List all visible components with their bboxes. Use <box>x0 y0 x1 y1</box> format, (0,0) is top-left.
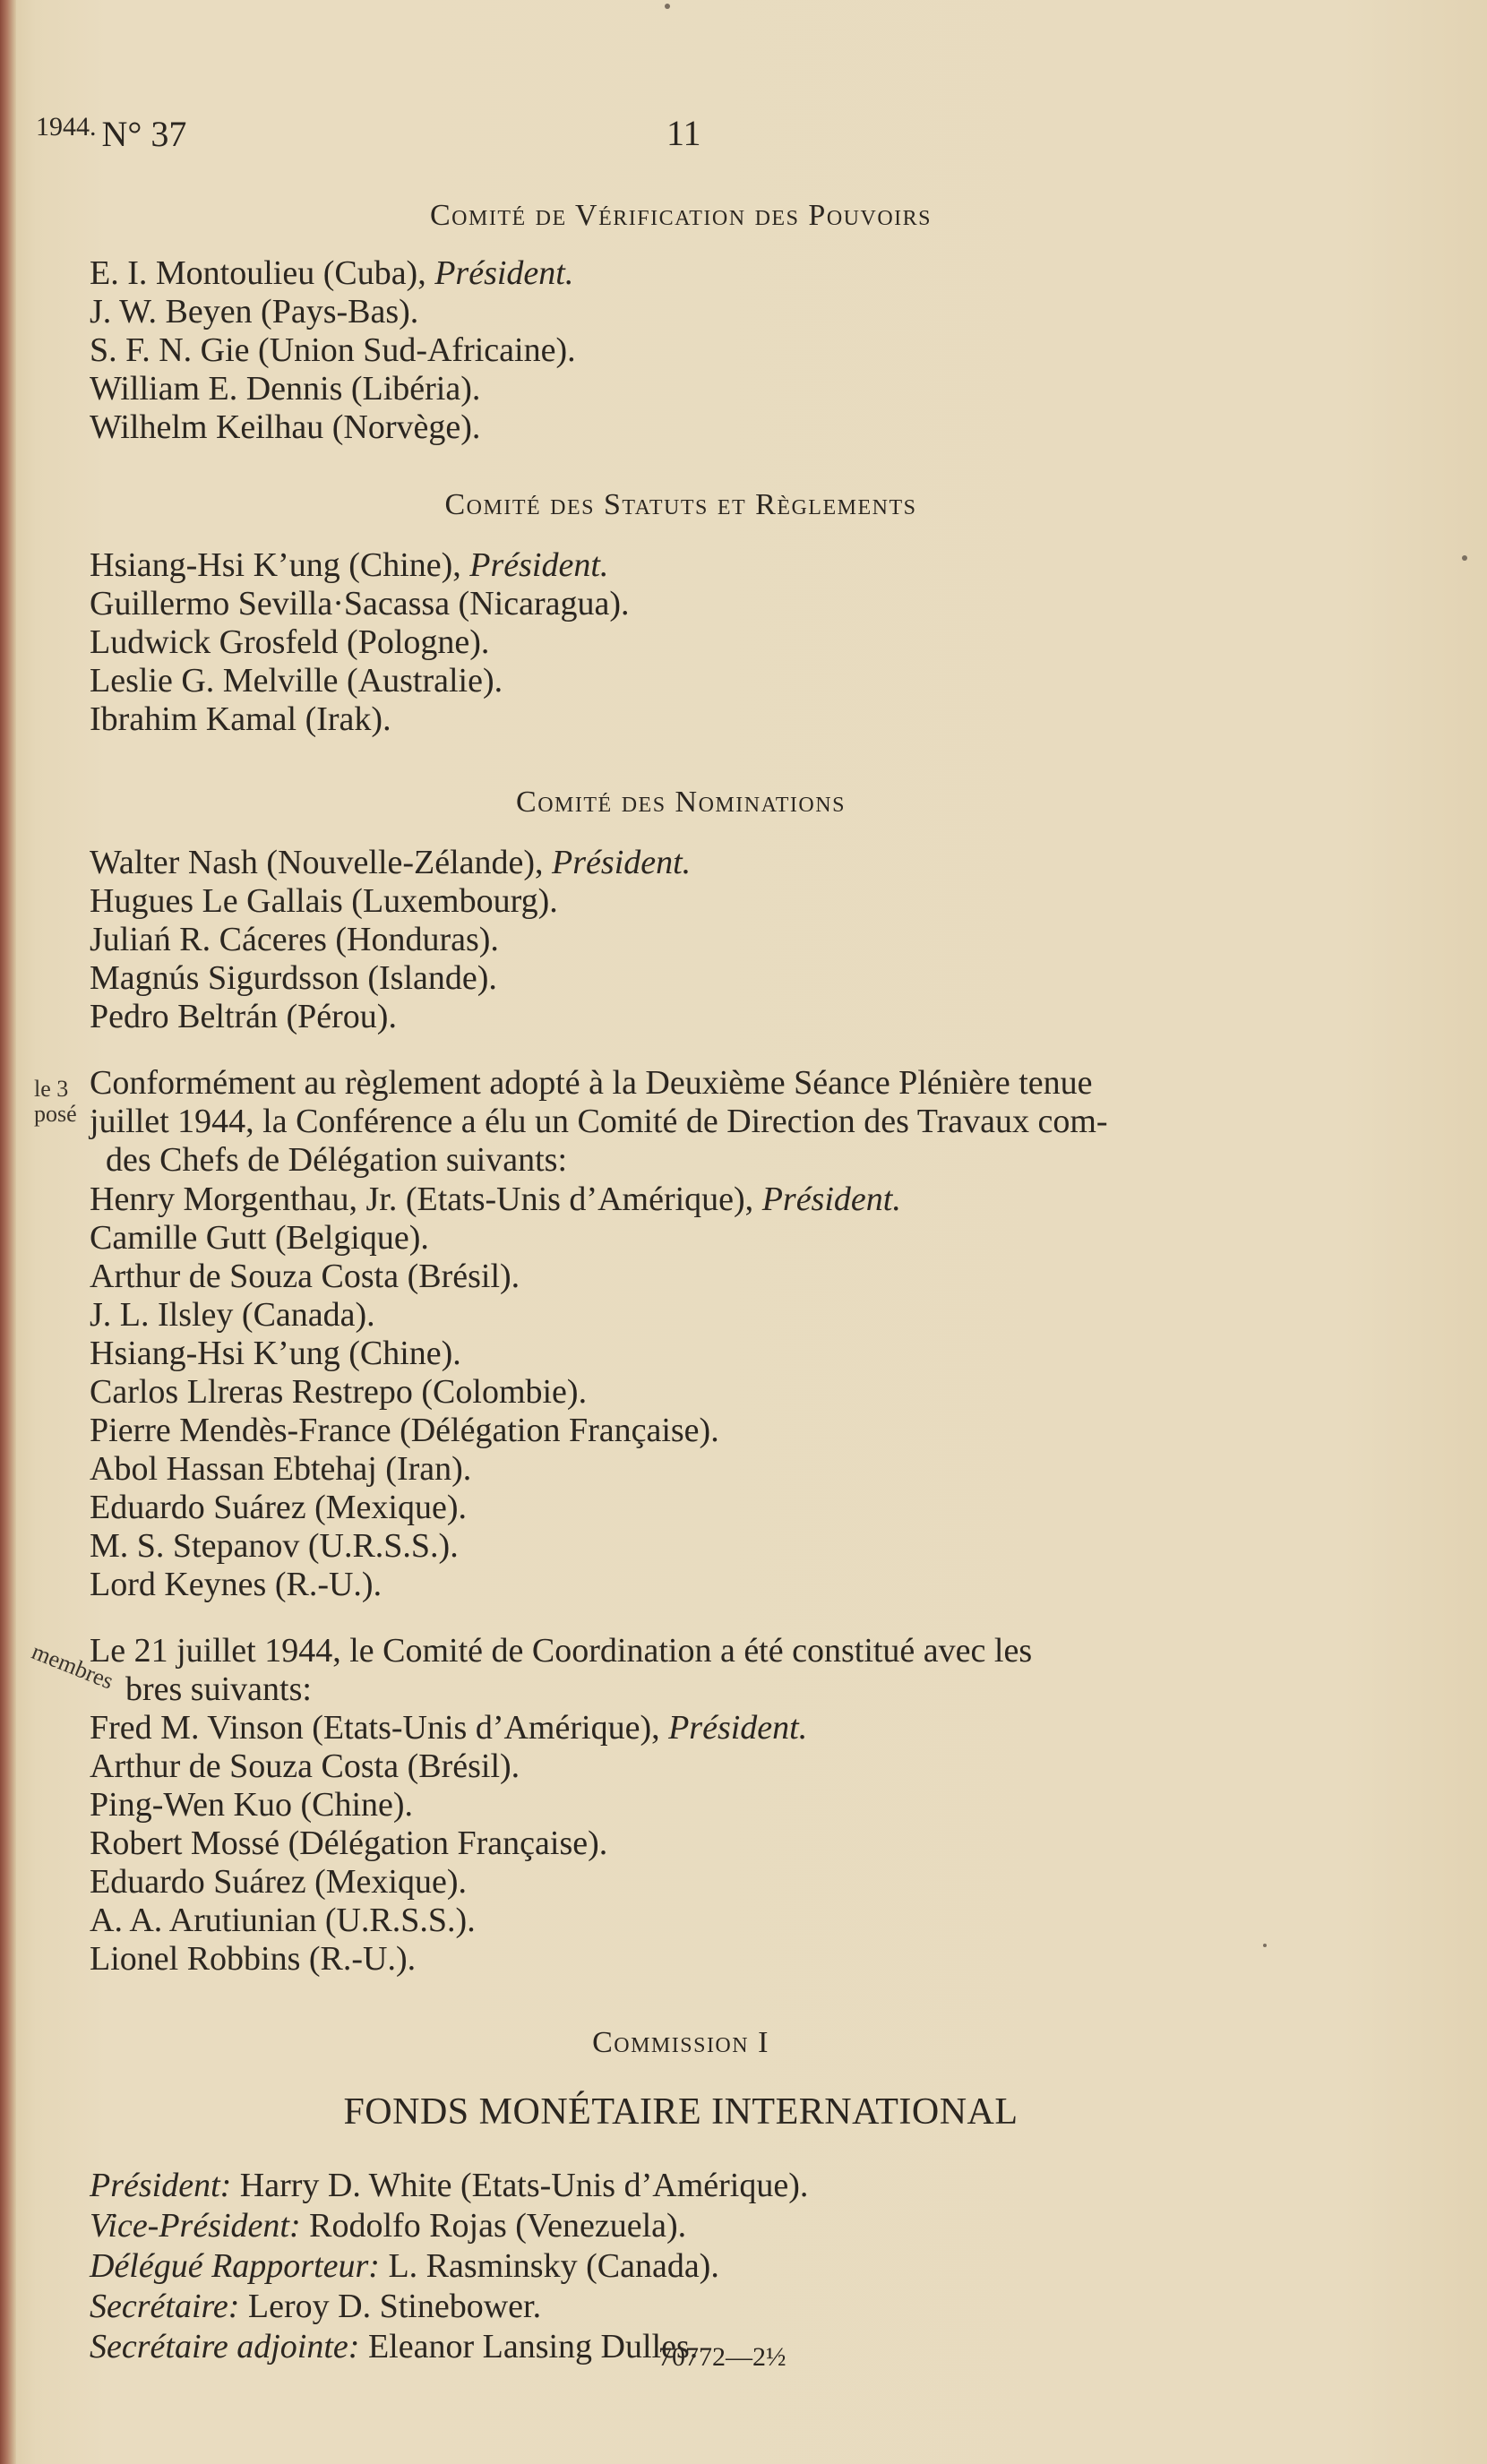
officer-role: Secrétaire: <box>90 2288 240 2325</box>
member-name: Hsiang-Hsi K’ung (Chine), <box>90 546 470 584</box>
member-name: Fred M. Vinson (Etats-Unis d’Amérique), <box>90 1709 669 1747</box>
member-name: Ibrahim Kamal (Irak). <box>90 700 391 738</box>
member-role: Président. <box>668 1709 808 1747</box>
officer-name: Rodolfo Rojas (Venezuela). <box>300 2207 687 2245</box>
officer-line <box>90 2206 808 2246</box>
member-name: Eduardo Suárez (Mexique). <box>90 1489 468 1526</box>
member-line <box>90 1863 807 1902</box>
member-line <box>90 1747 807 1786</box>
member-name: Pedro Beltrán (Pérou). <box>90 998 397 1035</box>
member-line <box>90 1296 901 1335</box>
member-line <box>90 1180 901 1219</box>
officer-role: Délégué Rapporteur: <box>90 2247 380 2285</box>
paragraph-line: Le 21 juillet 1944, le Comité de Coordination a été constitué avec les <box>90 1632 1033 1670</box>
issue-reference <box>36 112 186 155</box>
statutes-members <box>90 546 630 739</box>
member-name: Pierre Mendès-France (Délégation Française). <box>90 1412 719 1449</box>
member-role: Président. <box>761 1180 901 1218</box>
member-name: Hugues Le Gallais (Luxembourg). <box>90 882 558 920</box>
member-name: Lord Keynes (R.-U.). <box>90 1566 382 1603</box>
member-line <box>90 1902 807 1940</box>
nominations-members <box>90 844 691 1036</box>
commission-subtitle: FONDS MONÉTAIRE INTERNATIONAL <box>343 2091 1019 2133</box>
member-line <box>90 370 576 408</box>
ink-speck <box>665 4 670 9</box>
member-name: Ludwick Grosfeld (Pologne). <box>90 623 490 661</box>
member-line <box>90 662 630 700</box>
officer-role: Président: <box>90 2167 232 2204</box>
member-line <box>90 998 691 1036</box>
page-number: 11 <box>666 113 701 153</box>
statutes-heading: Comité des Statuts et Règlements <box>444 488 917 521</box>
member-line <box>90 844 691 882</box>
member-name: Henry Morgenthau, Jr. (Etats-Unis d’Amérique), <box>90 1180 762 1218</box>
member-line <box>90 1219 901 1258</box>
officer-line <box>90 2246 808 2287</box>
paragraph-line: juillet 1944, la Conférence a élu un Comité de Direction des Travaux com- <box>90 1103 1108 1140</box>
print-code: 70772—2½ <box>658 2342 786 2372</box>
coordination-paragraph <box>90 1632 1362 1709</box>
member-name: Hsiang-Hsi K’ung (Chine). <box>90 1335 461 1372</box>
member-line <box>90 1709 807 1747</box>
member-role: Président. <box>434 254 574 292</box>
member-line <box>90 546 630 585</box>
member-line <box>90 408 576 447</box>
coordination-margin-note: membres <box>28 1638 117 1695</box>
officer-name: L. Rasminsky (Canada). <box>379 2247 719 2285</box>
direction-members <box>90 1180 901 1604</box>
member-line <box>90 1335 901 1373</box>
member-name: M. S. Stepanov (U.R.S.S.). <box>90 1527 459 1565</box>
member-name: Abol Hassan Ebtehaj (Iran). <box>90 1450 472 1488</box>
member-line <box>90 1373 901 1412</box>
commission-heading: Commission I <box>592 2026 769 2059</box>
member-name: Wilhelm Keilhau (Norvège). <box>90 408 481 446</box>
member-line <box>90 1786 807 1824</box>
member-line <box>90 921 691 959</box>
ink-speck <box>1462 555 1467 561</box>
member-line <box>90 585 630 623</box>
member-name: William E. Dennis (Libéria). <box>90 370 481 408</box>
member-line <box>90 882 691 921</box>
officer-line <box>90 2287 808 2327</box>
verification-heading: Comité de Vérification des Pouvoirs <box>429 199 932 232</box>
member-name: Camille Gutt (Belgique). <box>90 1219 429 1257</box>
member-name: Walter Nash (Nouvelle-Zélande), <box>90 844 553 881</box>
member-line <box>90 1940 807 1979</box>
member-line <box>90 1412 901 1450</box>
officer-name: Leroy D. Stinebower. <box>239 2288 542 2325</box>
member-line <box>90 1450 901 1489</box>
nominations-heading: Comité des Nominations <box>516 786 846 819</box>
direction-paragraph <box>90 1064 1362 1180</box>
commission-officers <box>90 2166 808 2367</box>
member-line <box>90 1258 901 1296</box>
member-line <box>90 1489 901 1527</box>
officer-name: Harry D. White (Etats-Unis d’Amérique). <box>231 2167 809 2204</box>
paragraph-line: des Chefs de Délégation suivants: <box>106 1141 568 1179</box>
member-line <box>90 959 691 998</box>
member-line <box>90 700 630 739</box>
issue-year: 1944. <box>36 112 97 142</box>
member-name: Guillermo Sevilla·Sacassa (Nicaragua). <box>90 585 630 622</box>
member-name: Juliań R. Cáceres (Honduras). <box>90 921 499 958</box>
member-line <box>90 1824 807 1863</box>
coordination-members <box>90 1709 807 1979</box>
member-line <box>90 623 630 662</box>
paragraph-line: bres suivants: <box>125 1670 312 1708</box>
member-line <box>90 293 576 331</box>
member-name: Lionel Robbins (R.-U.). <box>90 1940 417 1978</box>
member-name: Robert Mossé (Délégation Française). <box>90 1824 608 1862</box>
member-name: S. F. N. Gie (Union Sud-Africaine). <box>90 331 576 369</box>
officer-line <box>90 2166 808 2206</box>
direction-margin-note: le 3 posé <box>34 1076 77 1127</box>
officer-name: Eleanor Lansing Dulles. <box>359 2328 699 2365</box>
member-name: Eduardo Suárez (Mexique). <box>90 1863 468 1901</box>
member-name: Arthur de Souza Costa (Brésil). <box>90 1258 520 1295</box>
member-name: E. I. Montoulieu (Cuba), <box>90 254 435 292</box>
member-name: Carlos Llreras Restrepo (Colombie). <box>90 1373 588 1411</box>
paragraph-line: Conformément au règlement adopté à la Deuxième Séance Plénière tenue <box>90 1064 1093 1102</box>
member-name: Leslie G. Melville (Australie). <box>90 662 503 700</box>
member-line <box>90 254 576 293</box>
page-header <box>36 112 1415 166</box>
member-name: Arthur de Souza Costa (Brésil). <box>90 1747 520 1785</box>
officer-role: Secrétaire adjointe: <box>90 2328 360 2365</box>
member-role: Président. <box>469 546 609 584</box>
member-name: J. W. Beyen (Pays-Bas). <box>90 293 419 331</box>
member-name: A. A. Arutiunian (U.R.S.S.). <box>90 1902 476 1939</box>
issue-number: N° 37 <box>101 114 187 154</box>
verification-members <box>90 254 576 447</box>
member-name: Magnús Sigurdsson (Islande). <box>90 959 497 997</box>
member-line <box>90 1527 901 1566</box>
member-line <box>90 1566 901 1604</box>
member-line <box>90 331 576 370</box>
officer-role: Vice-Président: <box>90 2207 301 2245</box>
member-name: J. L. Ilsley (Canada). <box>90 1296 375 1334</box>
ink-speck <box>1263 1944 1267 1947</box>
member-role: Président. <box>552 844 692 881</box>
member-name: Ping-Wen Kuo (Chine). <box>90 1786 414 1824</box>
